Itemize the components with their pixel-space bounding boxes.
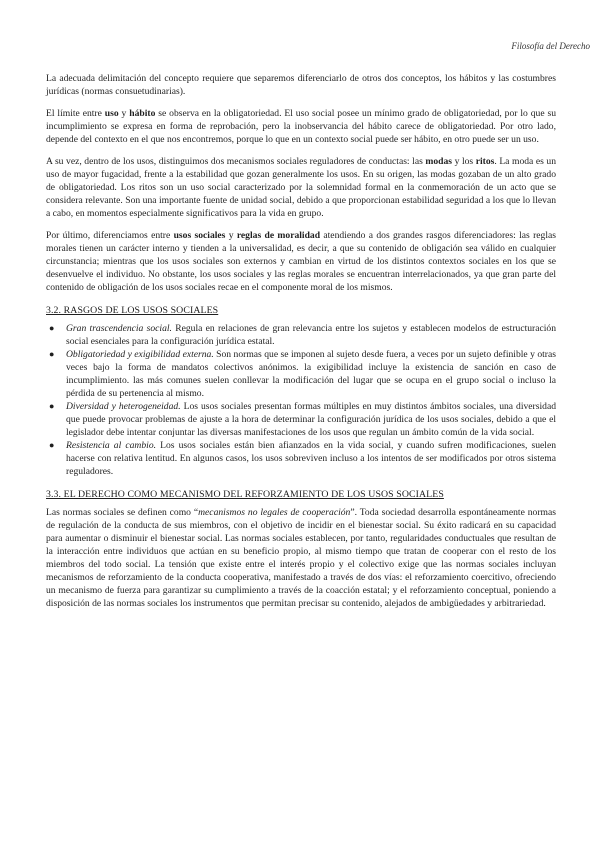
intro-paragraph-2: El límite entre uso y hábito se observa en la obligatoriedad. El uso social posee un mínimo grado de obligatoriedad, por lo que su incumplimiento se expresa en forma de reprobación, pero la inobservancia del hábito carece de obligatoriedad. Por otro lado, depende del contexto en el que nos encontremos, porque lo que en un contexto social puede ser hábito, en otro puede ser un uso. (46, 108, 557, 145)
intro-paragraph-1: La adecuada delimitación del concepto requiere que separemos diferenciarlo de otros dos conceptos, los hábitos y las costumbres jurídicas (normas consuetudinarias). (46, 73, 556, 97)
term-modas: modas (425, 156, 453, 167)
section-3-3-paragraph: Las normas sociales se definen como “mecanismos no legales de cooperación”. Toda sociedad desarrolla espontáneamente normas de regulación de la conducta de sus miembros, con el objetivo de incidir en el bienestar social. Su éxito radicará en su capacidad para aumentar o disminuir el bienestar social. Las normas sociales establecen, por tanto, regularidades conductuales que resultan de la interacción entre individuos que actúan en su beneficio propio, al mismo tiempo que tratan de cooperar con el resto de los miembros del todo social. La tensión que existe entre el interés propio y el colectivo exige que las normas sociales incluyan mecanismos de reforzamiento de la conducta cooperativa, manifestado a través de dos vías: el reforzamiento coercitivo, ofreciendo un mecanismo de fuerza para garantizar su cumplimiento a través de la coacción estatal; y el reforzamiento conceptual, poniendo a disposición de las normas sociales los instrumentos que permitan precisar su contenido, alejados de ambigüedades y arbitrariedad. (46, 507, 556, 609)
term-usos-sociales: usos sociales (173, 230, 226, 241)
bullet-icon: ● (49, 401, 55, 411)
list-item: ● Resistencia al cambio. Los usos sociales están bien afianzados en la vida social, y cuando sufren modificaciones, suelen hacerse con relativa lentitud. En algunos casos, los usos sobreviven incluso a los intentos de ser modificados por otros sistema reguladores. (49, 440, 556, 477)
term-ritos: ritos (475, 156, 495, 167)
term-uso: uso (104, 108, 119, 119)
quoted-definition: mecanismos no legales de cooperación (198, 507, 351, 518)
list-item: ● Diversidad y heterogeneidad. Los usos sociales presentan formas múltiples en muy distintos ámbitos sociales, una diversidad que puede provocar problemas de ajuste a la hora de determinar la configuración jurídica de los usos sociales, debido a que el legislador debe intentar conjuntar las diversas manifestaciones de los usos que regulan un ámbito común de la vida social. (49, 401, 557, 438)
page-body (46, 72, 556, 619)
list-item: ● Gran trascendencia social. Regula en relaciones de gran relevancia entre los sujetos y establecen modelos de estructuración social esenciales para la configuración jurídica estatal. (49, 323, 557, 347)
term-habito: hábito (129, 108, 156, 119)
bullet-icon: ● (49, 349, 55, 359)
list-item: ● Obligatoriedad y exigibilidad externa. Son normas que se imponen al sujeto desde fuera, a veces por un sujeto definible y otras veces bajo la forma de mandatos colectivos anónimos. la exigibilidad incluye la existencia de sanción en caso de incumplimiento. las más comunes suelen conllevar la modificación del lugar que se ocupa en el grupo social o incluso la pérdida de su pertenencia al mismo. (49, 349, 556, 399)
intro-paragraph-4: Por último, diferenciamos entre usos sociales y reglas de moralidad atendiendo a dos grandes rasgos diferenciadores: las reglas morales tienen un carácter interno y tienden a la universalidad, es decir, a que su contenido de obligación sea válido en cualquier circunstancia; mientras que los usos sociales son externos y cambian en virtud de los distintos contextos sociales en los que se desenvuelve el individuo. No obstante, los usos sociales y las reglas morales se encuentran interrelacionados, ya que gran parte del contenido de obligación de los usos sociales recae en el componente moral de los mismos. (46, 230, 556, 293)
traits-list (46, 322, 556, 478)
term-reglas-moralidad: reglas de moralidad (236, 230, 321, 241)
bullet-icon: ● (49, 440, 55, 450)
intro-paragraph-3: A su vez, dentro de los usos, distinguimos dos mecanismos sociales reguladores de conductas: las modas y los ritos. La moda es un uso de mayor fugacidad, frente a la estabilidad que gozan generalmente los usos. En su origen, las modas gozaban de un alto grado de obligatoriedad. Los ritos son un uso social caracterizado por la solemnidad formal en la conmemoración de un acto que se considera relevante. Son una importante fuente de unidad social, debido a que proporcionan estabilidad seguridad a los que lo llevan a cabo, en momentos especialmente significativos para la vida en grupo. (46, 156, 556, 219)
section-heading-3-2: 3.2. RASGOS DE LOS USOS SOCIALES (46, 305, 219, 316)
bullet-icon: ● (49, 323, 55, 333)
running-header: Filosofía del Derecho (511, 41, 590, 51)
section-heading-3-3: 3.3. EL DERECHO COMO MECANISMO DEL REFORZAMIENTO DE LOS USOS SOCIALES (46, 489, 444, 500)
